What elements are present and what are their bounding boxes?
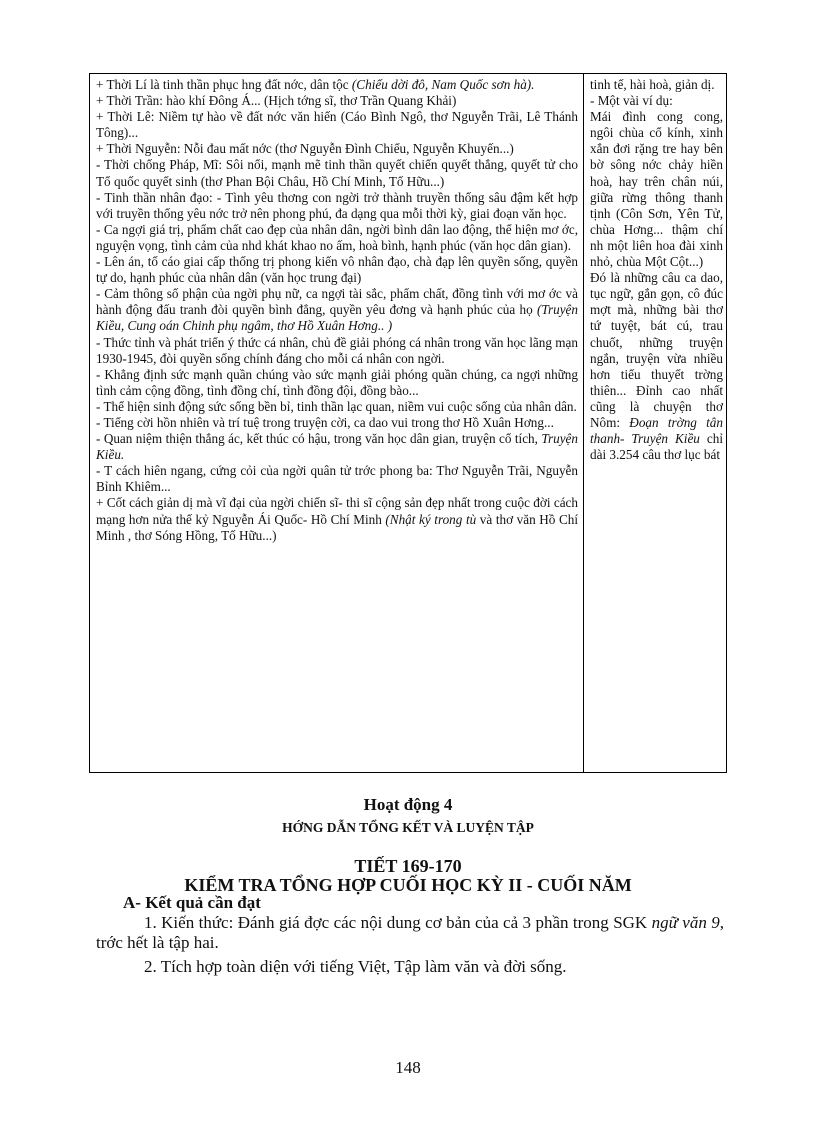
activity-title: Hoạt động 4 [363,795,453,814]
column-divider [583,74,584,772]
table-item: + Thời Trần: hào khí Đông Á... (Hịch tớng sĩ, thơ Trần Quang Khải) [96,93,457,109]
right-column [590,77,723,463]
activity-subtitle: HỚNG DẪN TỔNG KẾT VÀ LUYỆN TẬP [282,820,534,835]
table-item: - Thời chống Pháp, Mĩ: Sôi nổi, mạnh mẽ tinh thần quyết chiến quyết thắng, quyết tử cho Tổ quốc quyết sinh (thơ Phan Bội Châu, Hồ Chí Minh, Tố Hữu...) [96,157,578,189]
left-column [96,77,578,544]
paragraph: 2. Tích hợp toàn diện với tiếng Việt, Tập làm văn và đời sống. [144,957,567,976]
table-item: - Quan niệm thiện thắng ác, kết thúc có hậu, trong văn học dân gian, truyện cổ tích, Truyện Kiều. [96,431,578,463]
table-item: Đó là những câu ca dao, tục ngữ, gắn gọn, cô đúc mợt mà, những bài thơ tứ tuyệt, bát cú, trau chuốt, những truyện ngắn, truyện vừa nhiều hơn tiểu thuyết trờng thiên... Đỉnh cao nhất cũng là chuyện thơ Nôm: Đoạn trờng tân thanh- Truyện Kiều chỉ dài 3.254 câu thơ lục bát [590,270,723,463]
table-item: - Tinh thần nhân đạo: - Tình yêu thơng con ngời trở thành truyền thống sâu đậm kết hợp với truyền thống yêu nớc trở nên phong phú, đa dạng qua mỗi thời kỳ, giai đoạn văn học. [96,189,578,221]
lesson-title: TIẾT 169-170 [354,856,462,876]
table-item: + Thời Lê: Niềm tự hào về đất nớc văn hiến (Cáo Bình Ngô, thơ Nguyễn Trãi, Lê Thánh Tông)... [96,109,578,141]
table-item: - Cảm thông số phận của ngời phụ nữ, ca ngợi tài sắc, phẩm chất, đồng tình với mơ ớc và hành động đấu tranh đòi quyền bình đẳng, quyền yêu đơng và hạnh phúc của họ (Truyện Kiều, Cung oán Chinh phụ ngâm, thơ Hồ Xuân Hơng.. ) [96,286,578,334]
content-table [89,73,727,773]
table-item: Mái đình cong cong, ngôi chùa cổ kính, xinh xắn đơi rặng tre hay bên bờ sông nớc chảy hiền hoà, hay trên chân núi, giữa rừng thông thanh tịnh (Côn Sơn, Yên Tử, chùa Hơng... thậm chí nh một liên hoa đài xinh nhỏ, chùa Một Cột...) [590,109,723,270]
table-item: + Cốt cách giản dị mà vĩ đại của ngời chiến sĩ- thi sĩ cộng sản đẹp nhất trong cuộc đời cách mạng hơn nửa thế kỷ Nguyễn Ái Quốc- Hồ Chí Minh (Nhật ký trong tù và thơ văn Hồ Chí Minh , thơ Sóng Hồng, Tố Hữu...) [96,495,579,543]
table-item: - Khẳng định sức mạnh quần chúng vào sức mạnh giải phóng quần chúng, ca ngợi những tình cảm cộng đồng, tình đồng chí, tình đồng đội, đồng bào... [96,366,578,398]
table-item: - Lên án, tố cáo giai cấp thống trị phong kiến vô nhân đạo, chà đạp lên quyền sống, quyền tự do, hạnh phúc của nhân dân (văn học trung đại) [96,254,578,286]
table-item: - Tiếng cời hồn nhiên và trí tuệ trong truyện cời, ca dao vui trong thơ Hồ Xuân Hơng... [96,414,554,430]
exam-title: KIỂM TRA TỔNG HỢP CUỐI HỌC KỲ II - CUỐI NĂM [184,875,632,895]
table-item: - T cách hiên ngang, cứng cỏi của ngời quân tử trớc phong ba: Thơ Nguyễn Trãi, Nguyễn Bỉnh Khiêm... [96,463,578,495]
table-item: - Một vài ví dụ: [590,93,673,109]
table-item: + Thời Nguyễn: Nỗi đau mất nớc (thơ Nguyễn Đình Chiểu, Nguyễn Khuyến...) [96,141,514,157]
page-number: 148 [395,1058,421,1077]
table-item: - Thức tỉnh và phát triển ý thức cá nhân, chủ đề giải phóng cá nhân trong văn học lãng mạn 1930-1945, đòi quyền sống chính đáng cho mỗi cá nhân con ngời. [96,334,578,366]
table-item: + Thời Lí là tinh thần phục hng đất nớc, dân tộc (Chiếu dời đô, Nam Quốc sơn hà). [96,77,535,92]
table-item: - Ca ngợi giá trị, phẩm chất cao đẹp của nhân dân, ngời bình dân lao động, thể hiện mơ ớc, nguyện vọng, tình cảm của nhd khát khao no ấm, hoà bình, hạnh phúc (văn học dân gian). [96,221,578,253]
section-heading: A- Kết quả cần đạt [123,893,261,912]
table-item: tinh tế, hài hoà, giản dị. [590,77,715,92]
table-item: - Thể hiện sinh động sức sống bền bỉ, tinh thần lạc quan, niềm vui cuộc sống của nhân dân. [96,398,577,414]
paragraph: 1. Kiến thức: Đánh giá đợc các nội dung cơ bản của cả 3 phần trong SGK ngữ văn 9, trớc hết là tập hai. [96,913,724,952]
